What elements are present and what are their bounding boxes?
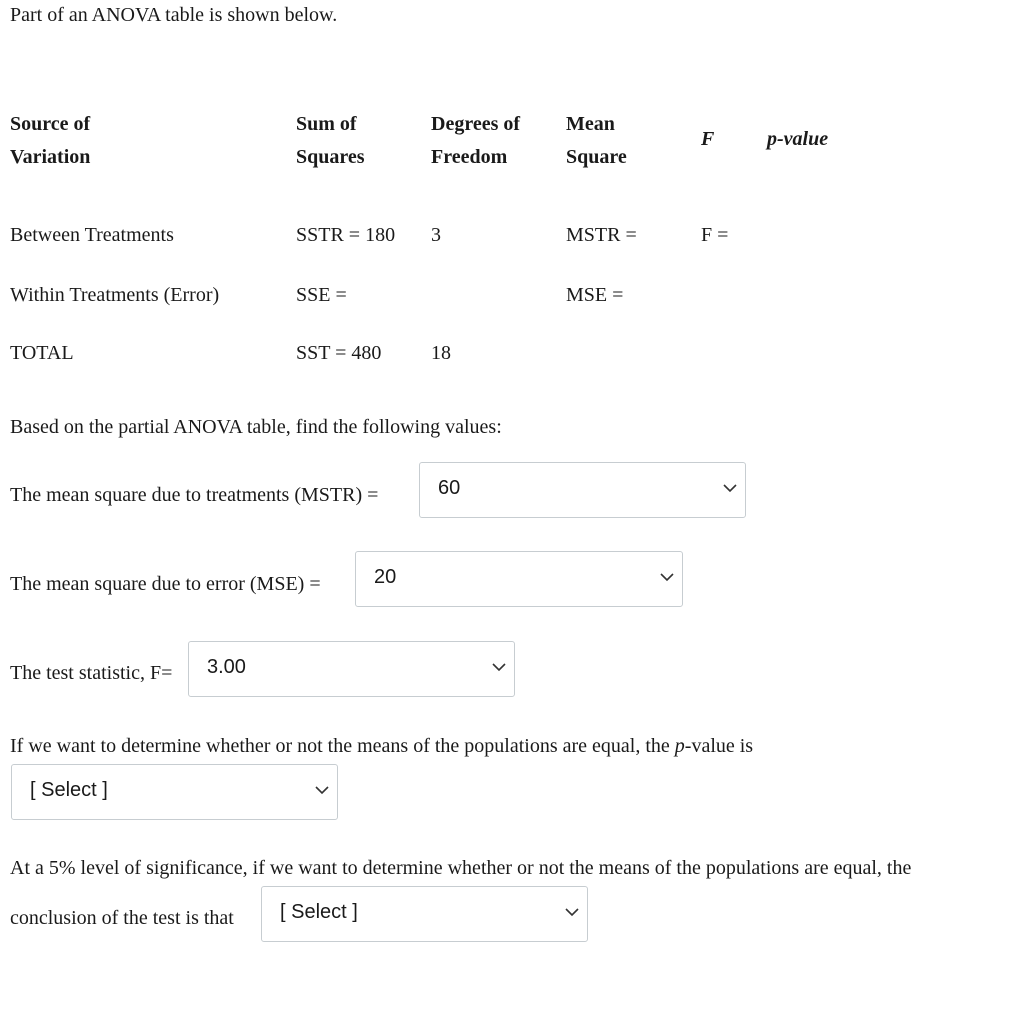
row3-source: TOTAL: [10, 342, 74, 364]
row3-ss: SST = 480: [296, 342, 382, 364]
conclusion-select[interactable]: [261, 886, 588, 942]
header-source-line2: Variation: [10, 146, 91, 168]
header-ms-line2: Square: [566, 146, 627, 168]
chevron-down-icon: [490, 658, 508, 676]
mse-select[interactable]: [355, 551, 683, 607]
mstr-select[interactable]: [419, 462, 746, 518]
fstat-select-value: 3.00: [207, 656, 246, 678]
conclusion-label-line2: conclusion of the test is that: [10, 907, 234, 929]
conclusion-label-line1: At a 5% level of significance, if we want to determine whether or not the means of the populations are equal, the: [10, 857, 912, 879]
chevron-down-icon: [563, 903, 581, 921]
fstat-select[interactable]: [188, 641, 515, 697]
chevron-down-icon: [313, 781, 331, 799]
mse-label: The mean square due to error (MSE) =: [10, 573, 321, 595]
header-ss: [296, 108, 365, 174]
pvalue-label-pre: If we want to determine whether or not the means of the populations are equal, the: [10, 735, 675, 757]
header-f: F: [701, 128, 715, 150]
fstat-label: The test statistic, F=: [10, 662, 173, 684]
pvalue-label: [10, 735, 753, 758]
pvalue-select-value: [ Select ]: [30, 779, 108, 801]
header-df-line1: Degrees of: [431, 113, 521, 135]
row1-f: F =: [701, 224, 729, 246]
row1-ss: SSTR = 180: [296, 224, 396, 246]
header-source-line1: Source of: [10, 113, 91, 135]
mse-select-value: 20: [374, 566, 397, 588]
row1-df: 3: [431, 224, 441, 246]
chevron-down-icon: [721, 479, 739, 497]
pvalue-label-post: -value is: [684, 735, 754, 757]
row2-ms: MSE =: [566, 284, 624, 306]
header-ss-line2: Squares: [296, 146, 365, 168]
row3-df: 18: [431, 342, 451, 364]
header-ms-line1: Mean: [566, 113, 615, 135]
row2-ss: SSE =: [296, 284, 347, 306]
mstr-select-value: 60: [438, 477, 461, 499]
header-ms: [566, 108, 627, 174]
header-pvalue: p-value: [767, 128, 829, 150]
pvalue-select[interactable]: [11, 764, 338, 820]
row2-source: Within Treatments (Error): [10, 284, 220, 306]
prompt-text: Based on the partial ANOVA table, find the following values:: [10, 416, 502, 438]
header-source: [10, 108, 90, 174]
chevron-down-icon: [658, 568, 676, 586]
pvalue-label-p: p: [674, 735, 685, 757]
row1-source: Between Treatments: [10, 224, 174, 246]
row1-ms: MSTR =: [566, 224, 637, 246]
header-df-line2: Freedom: [431, 146, 508, 168]
header-df: [431, 108, 520, 174]
conclusion-select-value: [ Select ]: [280, 901, 358, 923]
intro-text: Part of an ANOVA table is shown below.: [10, 4, 338, 26]
header-ss-line1: Sum of: [296, 113, 357, 135]
mstr-label: The mean square due to treatments (MSTR) =: [10, 484, 379, 506]
